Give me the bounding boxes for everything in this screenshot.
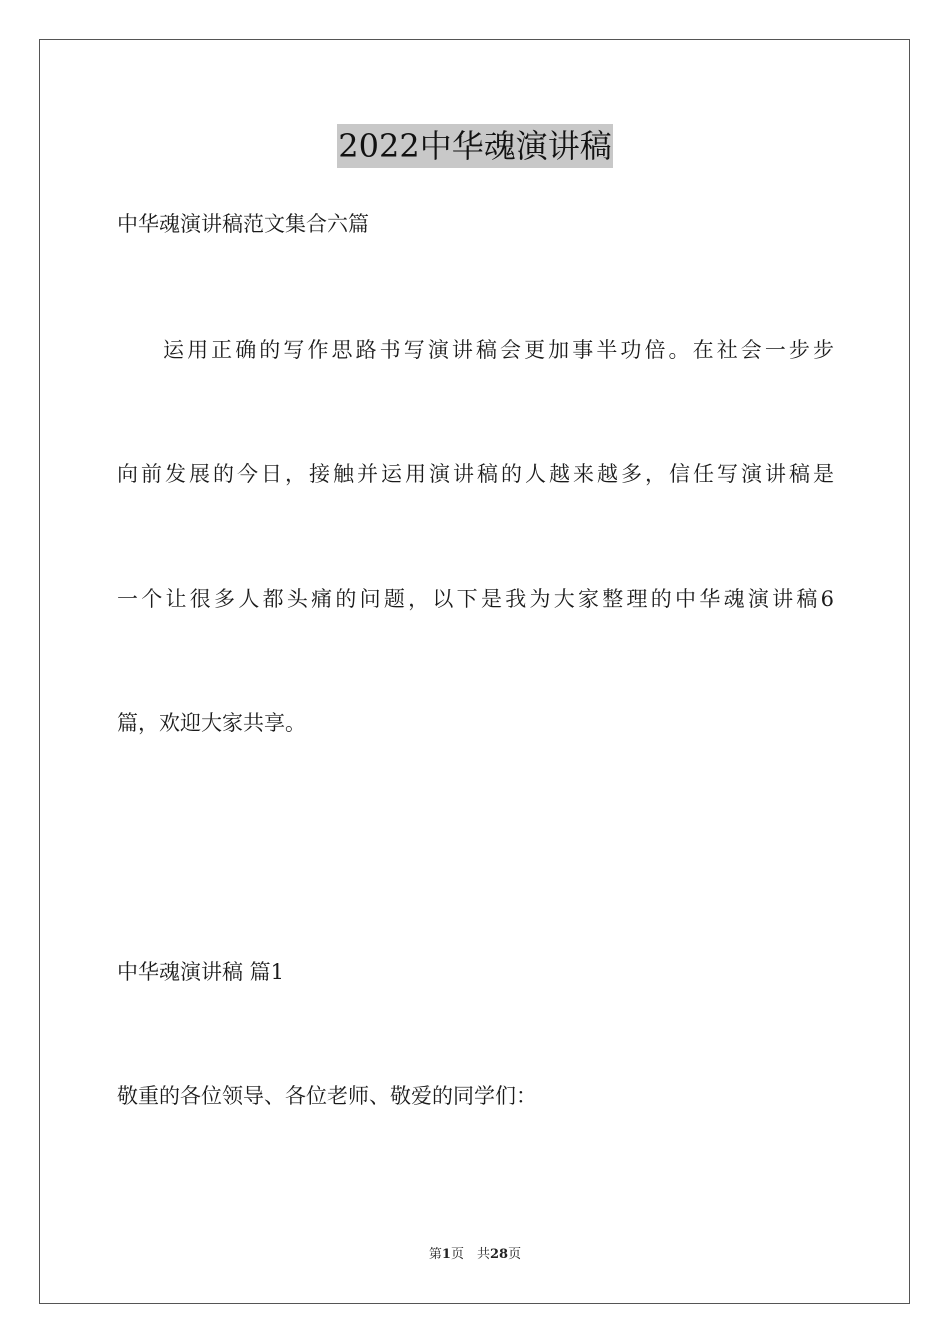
footer-prefix: 第 <box>428 1247 442 1262</box>
intro-line-1: 运用正确的写作思路书写演讲稿会更加事半功倍。在社会一步步 <box>163 338 834 362</box>
footer-suffix: 页 <box>508 1247 522 1262</box>
title-container <box>0 124 950 168</box>
footer-page-current: 1 <box>441 1247 451 1262</box>
footer-page-total: 28 <box>489 1247 509 1262</box>
section-heading: 中华魂演讲稿 篇1 <box>117 960 285 984</box>
page-footer <box>0 1246 950 1264</box>
intro-line-2: 向前发展的今日，接触并运用演讲稿的人越来越多，信任写演讲稿是 <box>117 462 834 486</box>
intro-line-4: 篇，欢迎大家共享。 <box>117 711 306 735</box>
salutation: 敬重的各位领导、各位老师、敬爱的同学们： <box>117 1084 537 1108</box>
footer-mid: 页 共 <box>450 1247 490 1262</box>
document-subtitle: 中华魂演讲稿范文集合六篇 <box>117 212 369 236</box>
document-title: 2022中华魂演讲稿 <box>337 124 612 168</box>
intro-line-3: 一个让很多人都头痛的问题，以下是我为大家整理的中华魂演讲稿6 <box>117 587 834 611</box>
